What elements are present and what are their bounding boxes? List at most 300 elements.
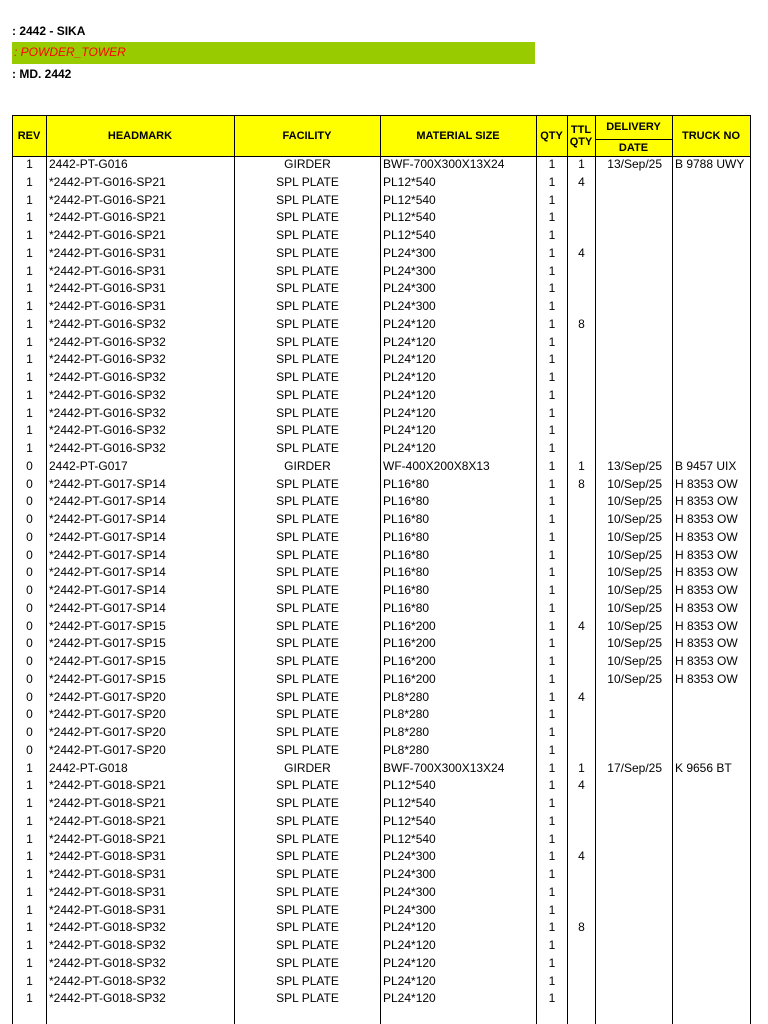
cell-headmark: *2442-PT-G017-SP14 bbox=[49, 512, 166, 526]
cell-rev: 1 bbox=[26, 902, 33, 917]
cell-material-size: PL12*540 bbox=[383, 831, 436, 846]
cell-headmark: *2442-PT-G017-SP14 bbox=[49, 583, 166, 597]
cell-facility: SPL PLATE bbox=[276, 902, 339, 917]
cell-facility: SPL PLATE bbox=[276, 654, 339, 668]
cell-truck-no bbox=[673, 742, 750, 760]
cell-truck-no bbox=[673, 866, 750, 884]
cell-headmark: *2442-PT-G018-SP31 bbox=[49, 884, 166, 899]
cell-material-size: PL24*300 bbox=[383, 867, 436, 881]
cell-ttl-qty: 8 bbox=[578, 476, 585, 491]
cell-rev: 0 bbox=[26, 583, 33, 597]
column-header-rev: REV bbox=[12, 115, 46, 156]
cell-delivery-date bbox=[596, 848, 672, 866]
column-header-truck-no: TRUCK NO bbox=[672, 115, 750, 156]
cell-ttl-qty bbox=[568, 600, 595, 618]
column-border bbox=[234, 115, 235, 1024]
cell-ttl-qty bbox=[568, 351, 595, 369]
cell-delivery-date: 10/Sep/25 bbox=[607, 600, 662, 615]
cell-material-size: PL12*540 bbox=[383, 174, 436, 189]
cell-facility: SPL PLATE bbox=[276, 174, 339, 189]
cell-delivery-date bbox=[596, 902, 672, 920]
cell-facility: SPL PLATE bbox=[276, 884, 339, 899]
cell-truck-no bbox=[673, 192, 750, 210]
cell-ttl-qty bbox=[568, 742, 595, 760]
cell-qty: 1 bbox=[548, 867, 556, 881]
cell-headmark: *2442-PT-G018-SP32 bbox=[49, 955, 166, 970]
cell-headmark: *2442-PT-G016-SP31 bbox=[49, 299, 166, 313]
cell-truck-no: H 8353 OW bbox=[675, 583, 738, 597]
cell-ttl-qty bbox=[568, 653, 595, 671]
cell-material-size: PL24*120 bbox=[383, 938, 436, 952]
cell-delivery-date: 10/Sep/25 bbox=[607, 618, 662, 633]
cell-truck-no bbox=[673, 902, 750, 920]
cell-headmark: *2442-PT-G017-SP14 bbox=[49, 565, 166, 580]
cell-facility: SPL PLATE bbox=[276, 583, 339, 597]
cell-headmark: *2442-PT-G016-SP21 bbox=[49, 174, 166, 189]
cell-facility: SPL PLATE bbox=[276, 991, 339, 1006]
cell-delivery-date: 10/Sep/25 bbox=[607, 636, 662, 651]
cell-facility: SPL PLATE bbox=[276, 671, 339, 686]
cell-truck-no bbox=[673, 280, 750, 298]
cell-truck-no bbox=[673, 422, 750, 440]
cell-rev: 0 bbox=[26, 600, 33, 615]
cell-ttl-qty bbox=[568, 724, 595, 742]
cell-material-size: PL12*540 bbox=[383, 796, 436, 810]
cell-delivery-date bbox=[596, 192, 672, 210]
cell-ttl-qty bbox=[568, 973, 595, 991]
cell-qty: 1 bbox=[548, 565, 556, 580]
cell-headmark: *2442-PT-G017-SP15 bbox=[49, 618, 166, 633]
cell-qty: 1 bbox=[548, 458, 556, 473]
cell-truck-no bbox=[673, 174, 750, 192]
cell-ttl-qty: 4 bbox=[578, 245, 585, 260]
cell-facility: SPL PLATE bbox=[276, 299, 339, 313]
cell-facility: SPL PLATE bbox=[276, 529, 339, 544]
cell-facility: SPL PLATE bbox=[276, 210, 339, 225]
cell-material-size: PL24*120 bbox=[383, 423, 436, 438]
cell-truck-no bbox=[673, 351, 750, 369]
cell-ttl-qty: 4 bbox=[578, 849, 585, 864]
cell-delivery-date: 10/Sep/25 bbox=[607, 529, 662, 544]
cell-truck-no: B 9788 UWY bbox=[675, 157, 745, 171]
cell-material-size: PL24*120 bbox=[383, 352, 436, 367]
cell-qty: 1 bbox=[548, 583, 556, 597]
cell-headmark: *2442-PT-G016-SP31 bbox=[49, 245, 166, 260]
cell-truck-no bbox=[673, 973, 750, 991]
cell-truck-no: H 8353 OW bbox=[675, 547, 738, 562]
cell-headmark: *2442-PT-G018-SP32 bbox=[49, 938, 166, 952]
cell-ttl-qty bbox=[568, 263, 595, 281]
cell-facility: SPL PLATE bbox=[276, 920, 339, 935]
cell-material-size: PL16*80 bbox=[383, 494, 430, 509]
cell-material-size: PL12*540 bbox=[383, 192, 436, 207]
cell-truck-no bbox=[673, 955, 750, 973]
cell-material-size: PL8*280 bbox=[383, 707, 430, 722]
cell-ttl-qty bbox=[568, 387, 595, 405]
cell-rev: 1 bbox=[26, 973, 33, 988]
cell-headmark: *2442-PT-G017-SP20 bbox=[49, 707, 166, 722]
cell-rev: 1 bbox=[26, 228, 33, 242]
cell-delivery-date bbox=[596, 405, 672, 423]
cell-material-size: PL12*540 bbox=[383, 228, 436, 242]
cell-rev: 1 bbox=[26, 920, 33, 935]
cell-delivery-date bbox=[596, 777, 672, 795]
cell-ttl-qty bbox=[568, 795, 595, 813]
cell-ttl-qty bbox=[568, 671, 595, 689]
cell-ttl-qty bbox=[568, 564, 595, 582]
cell-ttl-qty bbox=[568, 209, 595, 227]
cell-headmark: *2442-PT-G016-SP32 bbox=[49, 441, 166, 455]
cell-facility: SPL PLATE bbox=[276, 600, 339, 615]
cell-delivery-date bbox=[596, 724, 672, 742]
cell-rev: 1 bbox=[26, 281, 33, 296]
cell-rev: 1 bbox=[26, 405, 33, 420]
column-border bbox=[672, 115, 673, 1024]
column-header-facility: FACILITY bbox=[234, 115, 380, 156]
cell-qty: 1 bbox=[548, 636, 556, 651]
cell-rev: 0 bbox=[26, 689, 33, 704]
cell-truck-no bbox=[673, 316, 750, 334]
cell-delivery-date bbox=[596, 742, 672, 760]
cell-qty: 1 bbox=[548, 742, 556, 757]
cell-headmark: *2442-PT-G016-SP21 bbox=[49, 210, 166, 225]
cell-headmark: *2442-PT-G016-SP21 bbox=[49, 192, 166, 207]
cell-truck-no bbox=[673, 813, 750, 831]
cell-truck-no bbox=[673, 937, 750, 955]
cell-delivery-date: 10/Sep/25 bbox=[607, 654, 662, 668]
cell-facility: SPL PLATE bbox=[276, 387, 339, 402]
cell-qty: 1 bbox=[548, 370, 556, 384]
cell-facility: SPL PLATE bbox=[276, 352, 339, 367]
cell-material-size: BWF-700X300X13X24 bbox=[383, 760, 505, 775]
cell-ttl-qty bbox=[568, 298, 595, 316]
cell-facility: SPL PLATE bbox=[276, 867, 339, 881]
cell-qty: 1 bbox=[548, 299, 556, 313]
cell-material-size: PL24*120 bbox=[383, 316, 436, 331]
cell-qty: 1 bbox=[548, 796, 556, 810]
cell-truck-no bbox=[673, 387, 750, 405]
cell-ttl-qty bbox=[568, 831, 595, 849]
cell-qty: 1 bbox=[548, 884, 556, 899]
column-border bbox=[380, 115, 381, 1024]
cell-material-size: PL8*280 bbox=[383, 725, 430, 739]
cell-material-size: PL24*120 bbox=[383, 370, 436, 384]
cell-material-size: PL24*300 bbox=[383, 245, 436, 260]
cell-rev: 1 bbox=[26, 334, 33, 349]
cell-facility: GIRDER bbox=[284, 760, 331, 775]
cell-rev: 1 bbox=[26, 157, 33, 171]
cell-truck-no bbox=[673, 334, 750, 352]
cell-material-size: PL12*540 bbox=[383, 210, 436, 225]
cell-qty: 1 bbox=[548, 973, 556, 988]
cell-facility: SPL PLATE bbox=[276, 636, 339, 651]
cell-headmark: *2442-PT-G016-SP31 bbox=[49, 281, 166, 296]
cell-rev: 1 bbox=[26, 778, 33, 793]
cell-facility: SPL PLATE bbox=[276, 547, 339, 562]
cell-delivery-date bbox=[596, 990, 672, 1008]
cell-material-size: PL16*80 bbox=[383, 529, 430, 544]
cell-facility: SPL PLATE bbox=[276, 476, 339, 491]
cell-facility: SPL PLATE bbox=[276, 245, 339, 260]
column-border bbox=[595, 115, 596, 1024]
cell-qty: 1 bbox=[548, 618, 556, 633]
cell-qty: 1 bbox=[548, 405, 556, 420]
cell-delivery-date bbox=[596, 351, 672, 369]
cell-delivery-date bbox=[596, 245, 672, 263]
column-header-date: DATE bbox=[595, 139, 672, 156]
cell-ttl-qty: 4 bbox=[578, 778, 585, 793]
cell-delivery-date: 10/Sep/25 bbox=[607, 494, 662, 509]
cell-ttl-qty bbox=[568, 529, 595, 547]
cell-facility: SPL PLATE bbox=[276, 192, 339, 207]
cell-delivery-date: 13/Sep/25 bbox=[607, 157, 662, 171]
cell-rev: 1 bbox=[26, 316, 33, 331]
cell-ttl-qty: 8 bbox=[578, 920, 585, 935]
cell-rev: 0 bbox=[26, 547, 33, 562]
cell-delivery-date bbox=[596, 831, 672, 849]
cell-delivery-date: 10/Sep/25 bbox=[607, 671, 662, 686]
cell-ttl-qty: 1 bbox=[578, 458, 585, 473]
cell-material-size: PL16*80 bbox=[383, 512, 430, 526]
cell-delivery-date bbox=[596, 937, 672, 955]
cell-delivery-date: 17/Sep/25 bbox=[607, 760, 662, 775]
cell-qty: 1 bbox=[548, 725, 556, 739]
cell-truck-no bbox=[673, 405, 750, 423]
cell-qty: 1 bbox=[548, 938, 556, 952]
cell-facility: SPL PLATE bbox=[276, 725, 339, 739]
cell-qty: 1 bbox=[548, 512, 556, 526]
cell-qty: 1 bbox=[548, 654, 556, 668]
cell-truck-no bbox=[673, 724, 750, 742]
cell-headmark: *2442-PT-G016-SP32 bbox=[49, 370, 166, 384]
cell-headmark: *2442-PT-G016-SP32 bbox=[49, 405, 166, 420]
cell-headmark: *2442-PT-G016-SP32 bbox=[49, 316, 166, 331]
cell-truck-no: H 8353 OW bbox=[675, 529, 738, 544]
cell-facility: SPL PLATE bbox=[276, 405, 339, 420]
cell-delivery-date bbox=[596, 316, 672, 334]
column-header-delivery: DELIVERY bbox=[595, 115, 672, 139]
cell-truck-no bbox=[673, 919, 750, 937]
cell-facility: SPL PLATE bbox=[276, 707, 339, 722]
cell-rev: 0 bbox=[26, 707, 33, 722]
cell-delivery-date bbox=[596, 884, 672, 902]
cell-material-size: PL24*300 bbox=[383, 902, 436, 917]
cell-facility: SPL PLATE bbox=[276, 955, 339, 970]
cell-material-size: PL12*540 bbox=[383, 813, 436, 828]
cell-material-size: PL24*120 bbox=[383, 405, 436, 420]
cell-facility: SPL PLATE bbox=[276, 742, 339, 757]
cell-facility: SPL PLATE bbox=[276, 281, 339, 296]
cell-truck-no bbox=[673, 440, 750, 458]
cell-qty: 1 bbox=[548, 529, 556, 544]
cell-qty: 1 bbox=[548, 494, 556, 509]
project-title: : 2442 - SIKA bbox=[12, 24, 86, 38]
cell-material-size: PL16*200 bbox=[383, 654, 436, 668]
cell-delivery-date bbox=[596, 973, 672, 991]
cell-headmark: *2442-PT-G018-SP21 bbox=[49, 831, 166, 846]
cell-truck-no bbox=[673, 795, 750, 813]
cell-truck-no bbox=[673, 263, 750, 281]
cell-headmark: *2442-PT-G018-SP32 bbox=[49, 920, 166, 935]
cell-material-size: PL12*540 bbox=[383, 778, 436, 793]
cell-qty: 1 bbox=[548, 707, 556, 722]
cell-delivery-date: 10/Sep/25 bbox=[607, 583, 662, 597]
column-border bbox=[536, 115, 537, 1024]
cell-qty: 1 bbox=[548, 316, 556, 331]
cell-delivery-date bbox=[596, 334, 672, 352]
cell-qty: 1 bbox=[548, 263, 556, 278]
cell-qty: 1 bbox=[548, 334, 556, 349]
cell-headmark: *2442-PT-G017-SP14 bbox=[49, 476, 166, 491]
cell-qty: 1 bbox=[548, 228, 556, 242]
cell-headmark: *2442-PT-G017-SP20 bbox=[49, 725, 166, 739]
cell-delivery-date bbox=[596, 280, 672, 298]
table-top-border bbox=[12, 115, 751, 116]
cell-qty: 1 bbox=[548, 778, 556, 793]
cell-facility: SPL PLATE bbox=[276, 938, 339, 952]
cell-qty: 1 bbox=[548, 849, 556, 864]
cell-truck-no bbox=[673, 884, 750, 902]
cell-rev: 0 bbox=[26, 742, 33, 757]
cell-headmark: *2442-PT-G016-SP32 bbox=[49, 334, 166, 349]
column-border bbox=[12, 115, 13, 1024]
cell-rev: 1 bbox=[26, 174, 33, 189]
cell-delivery-date: 10/Sep/25 bbox=[607, 512, 662, 526]
cell-rev: 1 bbox=[26, 831, 33, 846]
column-header-qty: QTY bbox=[536, 115, 567, 156]
cell-truck-no bbox=[673, 209, 750, 227]
cell-ttl-qty bbox=[568, 440, 595, 458]
column-border bbox=[750, 115, 751, 1024]
cell-rev: 0 bbox=[26, 725, 33, 739]
cell-headmark: *2442-PT-G018-SP21 bbox=[49, 778, 166, 793]
cell-qty: 1 bbox=[548, 281, 556, 296]
column-border bbox=[567, 115, 568, 1024]
cell-material-size: PL16*80 bbox=[383, 476, 430, 491]
cell-headmark: *2442-PT-G018-SP32 bbox=[49, 973, 166, 988]
cell-qty: 1 bbox=[548, 476, 556, 491]
cell-material-size: PL24*300 bbox=[383, 263, 436, 278]
cell-qty: 1 bbox=[548, 689, 556, 704]
cell-facility: SPL PLATE bbox=[276, 494, 339, 509]
cell-ttl-qty bbox=[568, 813, 595, 831]
cell-material-size: PL24*120 bbox=[383, 973, 436, 988]
cell-material-size: WF-400X200X8X13 bbox=[383, 458, 490, 473]
cell-qty: 1 bbox=[548, 547, 556, 562]
cell-rev: 1 bbox=[26, 423, 33, 438]
cell-facility: SPL PLATE bbox=[276, 813, 339, 828]
cell-rev: 0 bbox=[26, 512, 33, 526]
cell-ttl-qty: 4 bbox=[578, 618, 585, 633]
cell-rev: 1 bbox=[26, 263, 33, 278]
cell-delivery-date: 13/Sep/25 bbox=[607, 458, 662, 473]
cell-material-size: PL16*200 bbox=[383, 671, 436, 686]
cell-rev: 0 bbox=[26, 671, 33, 686]
tower-label: : POWDER_TOWER bbox=[14, 45, 126, 59]
cell-rev: 1 bbox=[26, 760, 33, 775]
cell-ttl-qty bbox=[568, 582, 595, 600]
cell-delivery-date bbox=[596, 813, 672, 831]
cell-truck-no: K 9656 BT bbox=[675, 760, 732, 775]
md-label: : MD. 2442 bbox=[12, 67, 72, 81]
cell-material-size: PL24*120 bbox=[383, 955, 436, 970]
column-border bbox=[46, 115, 47, 1024]
cell-facility: SPL PLATE bbox=[276, 334, 339, 349]
cell-headmark: *2442-PT-G017-SP14 bbox=[49, 529, 166, 544]
cell-facility: SPL PLATE bbox=[276, 512, 339, 526]
cell-delivery-date bbox=[596, 263, 672, 281]
cell-headmark: *2442-PT-G016-SP21 bbox=[49, 228, 166, 242]
cell-ttl-qty bbox=[568, 280, 595, 298]
cell-headmark: *2442-PT-G018-SP31 bbox=[49, 849, 166, 864]
cell-facility: SPL PLATE bbox=[276, 973, 339, 988]
cell-delivery-date bbox=[596, 227, 672, 245]
cell-rev: 1 bbox=[26, 796, 33, 810]
cell-material-size: PL8*280 bbox=[383, 689, 430, 704]
cell-headmark: *2442-PT-G017-SP15 bbox=[49, 654, 166, 668]
cell-rev: 1 bbox=[26, 192, 33, 207]
cell-ttl-qty bbox=[568, 334, 595, 352]
cell-truck-no bbox=[673, 245, 750, 263]
cell-headmark: *2442-PT-G016-SP32 bbox=[49, 387, 166, 402]
cell-ttl-qty: 4 bbox=[578, 174, 585, 189]
cell-rev: 1 bbox=[26, 938, 33, 952]
cell-material-size: PL16*80 bbox=[383, 547, 430, 562]
cell-facility: SPL PLATE bbox=[276, 263, 339, 278]
cell-headmark: *2442-PT-G018-SP31 bbox=[49, 902, 166, 917]
cell-truck-no bbox=[673, 227, 750, 245]
cell-truck-no bbox=[673, 831, 750, 849]
cell-truck-no: H 8353 OW bbox=[675, 618, 738, 633]
cell-material-size: PL24*120 bbox=[383, 920, 436, 935]
cell-material-size: PL24*300 bbox=[383, 884, 436, 899]
cell-ttl-qty bbox=[568, 192, 595, 210]
cell-truck-no bbox=[673, 369, 750, 387]
cell-material-size: PL8*280 bbox=[383, 742, 430, 757]
cell-ttl-qty bbox=[568, 866, 595, 884]
cell-qty: 1 bbox=[548, 813, 556, 828]
cell-qty: 1 bbox=[548, 192, 556, 207]
column-header-material-size: MATERIAL SIZE bbox=[380, 115, 536, 156]
cell-ttl-qty bbox=[568, 884, 595, 902]
cell-ttl-qty bbox=[568, 422, 595, 440]
cell-headmark: *2442-PT-G018-SP31 bbox=[49, 867, 166, 881]
cell-rev: 1 bbox=[26, 210, 33, 225]
cell-ttl-qty bbox=[568, 227, 595, 245]
cell-delivery-date bbox=[596, 174, 672, 192]
cell-headmark: *2442-PT-G017-SP15 bbox=[49, 671, 166, 686]
cell-rev: 1 bbox=[26, 955, 33, 970]
cell-ttl-qty bbox=[568, 547, 595, 565]
cell-qty: 1 bbox=[548, 387, 556, 402]
cell-delivery-date bbox=[596, 369, 672, 387]
cell-facility: SPL PLATE bbox=[276, 831, 339, 846]
cell-headmark: *2442-PT-G017-SP14 bbox=[49, 494, 166, 509]
cell-headmark: *2442-PT-G018-SP32 bbox=[49, 991, 166, 1006]
cell-truck-no: B 9457 UIX bbox=[675, 458, 737, 473]
cell-facility: SPL PLATE bbox=[276, 618, 339, 633]
cell-rev: 0 bbox=[26, 476, 33, 491]
cell-material-size: PL24*300 bbox=[383, 299, 436, 313]
cell-truck-no bbox=[673, 990, 750, 1008]
cell-truck-no bbox=[673, 298, 750, 316]
cell-qty: 1 bbox=[548, 760, 556, 775]
cell-qty: 1 bbox=[548, 174, 556, 189]
cell-rev: 1 bbox=[26, 867, 33, 881]
cell-headmark: *2442-PT-G017-SP15 bbox=[49, 636, 166, 651]
cell-qty: 1 bbox=[548, 423, 556, 438]
cell-facility: SPL PLATE bbox=[276, 778, 339, 793]
